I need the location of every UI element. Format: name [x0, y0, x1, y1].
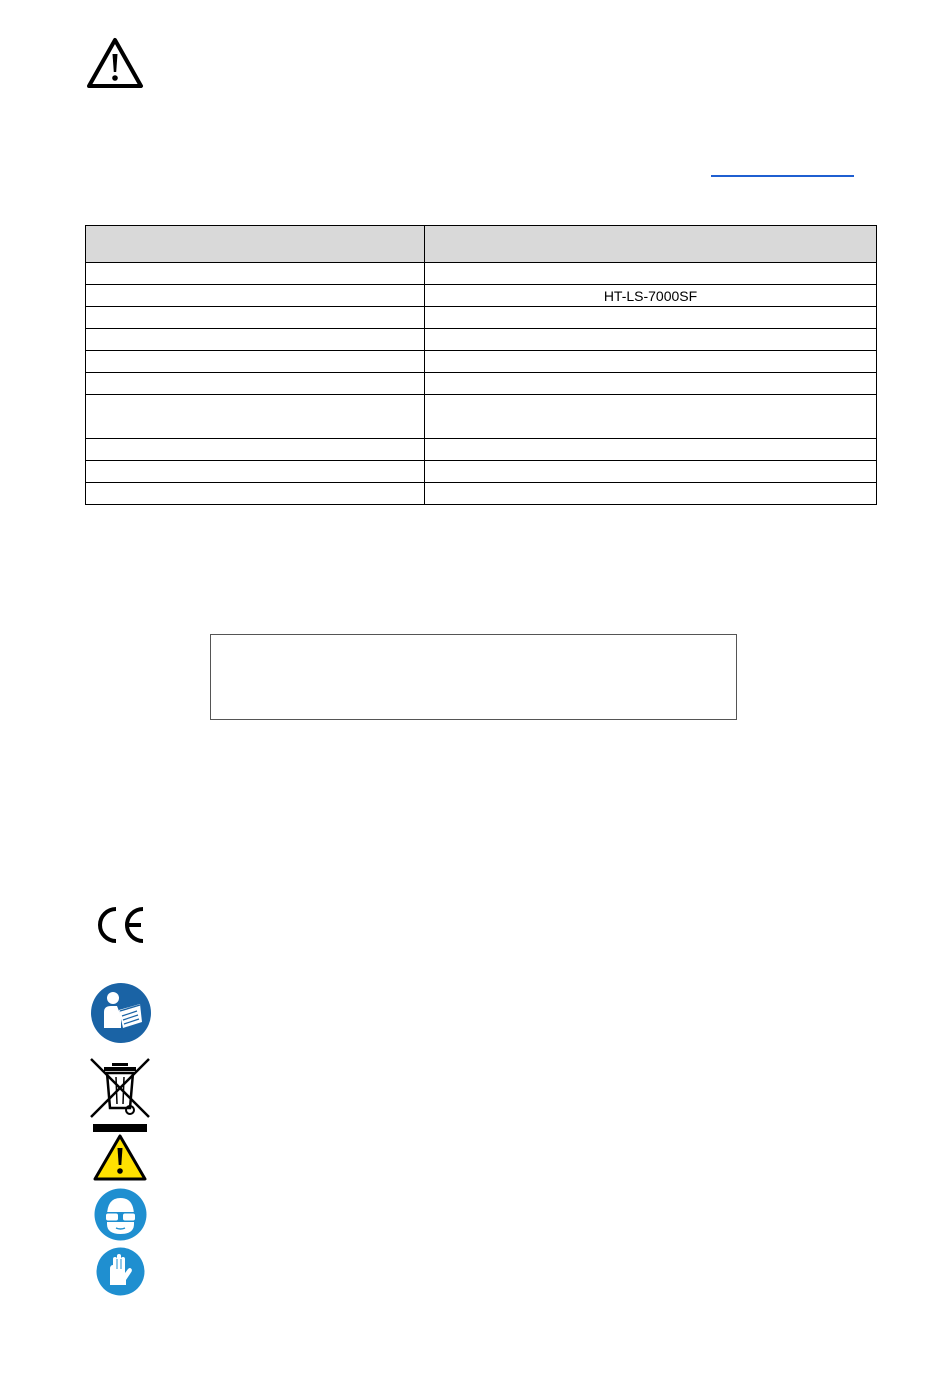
table-row	[86, 461, 877, 483]
table-header-cell	[425, 226, 877, 263]
table-cell	[86, 439, 425, 461]
table-row	[86, 351, 877, 373]
ce-mark-icon	[95, 905, 147, 945]
link-underline[interactable]	[711, 175, 854, 177]
warning-yellow-icon	[92, 1133, 148, 1183]
table-row	[86, 439, 877, 461]
table-row	[86, 285, 877, 307]
table-cell	[425, 307, 877, 329]
table-cell	[425, 329, 877, 351]
protective-gloves-icon	[96, 1247, 145, 1296]
table-header-row	[86, 226, 877, 263]
table-cell	[86, 395, 425, 439]
read-manual-icon	[90, 982, 152, 1044]
table-row	[86, 329, 877, 351]
specification-table	[85, 225, 877, 505]
table-cell	[425, 263, 877, 285]
table-cell	[86, 351, 425, 373]
table-cell	[425, 439, 877, 461]
table-cell	[86, 483, 425, 505]
table-cell	[86, 373, 425, 395]
table-row	[86, 395, 877, 439]
table-cell	[425, 461, 877, 483]
table-row	[86, 307, 877, 329]
table-cell	[425, 483, 877, 505]
table-cell	[86, 329, 425, 351]
warning-triangle-icon	[85, 36, 145, 90]
table-cell	[86, 263, 425, 285]
table-cell	[425, 351, 877, 373]
table-row	[86, 263, 877, 285]
table-row	[86, 373, 877, 395]
table-cell	[425, 395, 877, 439]
model-number-cell: HT-LS-7000SF	[425, 285, 877, 307]
safety-goggles-icon	[94, 1188, 147, 1241]
table-cell	[425, 373, 877, 395]
table-row	[86, 483, 877, 505]
table-cell	[86, 461, 425, 483]
weee-crossed-bin-icon	[88, 1058, 152, 1134]
table-cell	[86, 307, 425, 329]
table-header-cell	[86, 226, 425, 263]
notice-box	[210, 634, 737, 720]
table-cell	[86, 285, 425, 307]
